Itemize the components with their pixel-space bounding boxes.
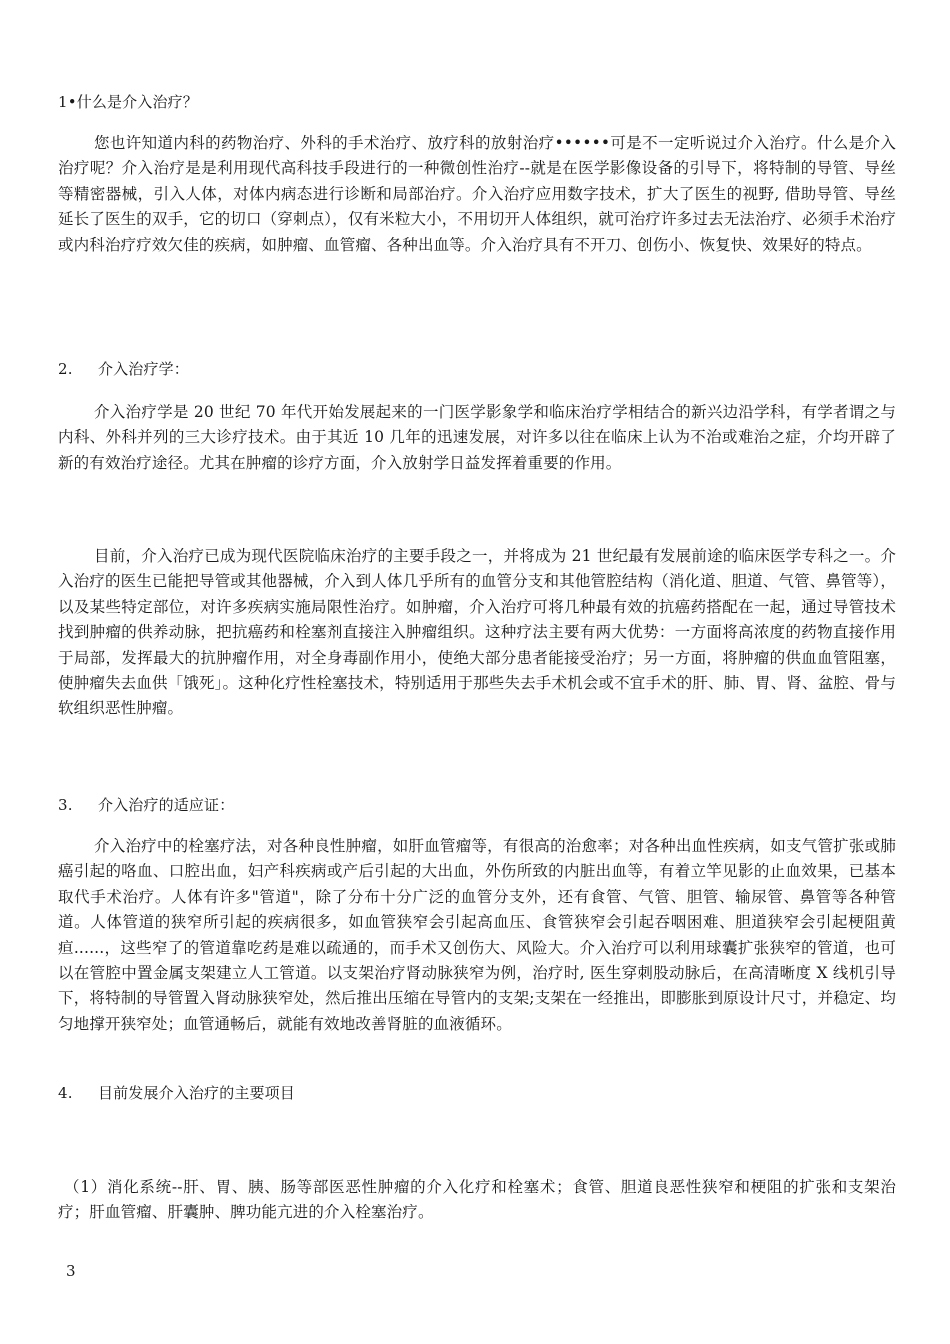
page-number: 3 (66, 1262, 76, 1280)
section-2-heading (58, 357, 896, 382)
section-4-item-1: （1）消化系统--肝、胃、胰、肠等部医恶性肿瘤的介入化疗和栓塞术；食管、胆道良恶性狭窄和梗阻的扩张和支架治疗；肝血管瘤、肝囊肿、脾功能亢进的介入栓塞治疗。 (58, 1178, 896, 1222)
section-1-heading (58, 90, 896, 115)
section-3-paragraph: 介入治疗中的栓塞疗法，对各种良性肿瘤，如肝血管瘤等，有很高的治愈率；对各种出血性疾病，如支气管扩张或肺癌引起的咯血、口腔出血，妇产科疾病或产后引起的大出血，外伤所致的内脏出血等，有着立竿见影的止血效果，已基本取代手术治疗。人体有许多"管道"，除了分布十分广泛的血管分支外，还有食管、气管、胆管、输尿管、鼻管等各种管道。人体管道的狭窄所引起的疾病很多，如血管狭窄会引起高血压、食管狭窄会引起吞咽困难、胆道狭窄会引起梗阻黄疸......，这些窄了的管道靠吃药是难以疏通的，而手术又创伤大、风险大。介入治疗可以利用球囊扩张狭窄的管道，也可以在管腔中置金属支架建立人工管道。以支架治疗肾动脉狭窄为例，治疗时, 医生穿刺股动脉后，在高清晰度 X 线机引导下，将特制的导管置入肾动脉狭窄处，然后推出压缩在导管内的支架;支架在一经推出，即膨胀到原设计尺寸，并稳定、均匀地撑开狭窄处；血管通畅后，就能有效地改善肾脏的血液循环。 (58, 837, 896, 1033)
section-4-number: 4. (58, 1084, 73, 1102)
section-3-number: 3. (58, 796, 73, 814)
section-3-title: 介入治疗的适应证： (98, 796, 235, 814)
section-2-number: 2. (58, 360, 73, 378)
section-3-heading (58, 793, 896, 818)
section-4-title: 目前发展介入治疗的主要项目 (98, 1084, 295, 1102)
section-2-title: 介入治疗学： (98, 360, 189, 378)
section-1-paragraph: 您也许知道内科的药物治疗、外科的手术治疗、放疗科的放射治疗••••••可是不一定听说过介入治疗。什么是介入治疗呢？介入治疗是是利用现代高科技手段进行的一种微创性治疗--就是在医学影像设备的引导下，将特制的导管、导丝等精密器械，引入人体，对体内病态进行诊断和局部治疗。介入治疗应用数字技术，扩大了医生的视野, 借助导管、导丝延长了医生的双手，它的切口（穿刺点），仅有米粒大小，不用切开人体组织，就可治疗许多过去无法治疗、必须手术治疗或内科治疗疗效欠佳的疾病，如肿瘤、血管瘤、各种出血等。介入治疗具有不开刀、创伤小、恢复快、效果好的特点。 (58, 134, 896, 254)
section-2-paragraph-2: 目前，介入治疗已成为现代医院临床治疗的主要手段之一，并将成为 21 世纪最有发展前途的临床医学专科之一。介入治疗的医生已能把导管或其他器械，介入到人体几乎所有的血管分支和其他管腔结构（消化道、胆道、气管、鼻管等），以及某些特定部位，对许多疾病实施局限性治疗。如肿瘤，介入治疗可将几种最有效的抗癌药搭配在一起，通过导管技术找到肿瘤的供养动脉，把抗癌药和栓塞剂直接注入肿瘤组织。这种疗法主要有两大优势：一方面将高浓度的药物直接作用于局部，发挥最大的抗肿瘤作用，对全身毒副作用小，使绝大部分患者能接受治疗；另一方面，将肿瘤的供血血管阻塞，使肿瘤失去血供「饿死」。这种化疗性栓塞技术，特别适用于那些失去手术机会或不宜手术的肝、肺、胃、肾、盆腔、骨与软组织恶性肿瘤。 (58, 547, 896, 718)
section-4-heading (58, 1081, 896, 1106)
section-1-heading-text: 1•什么是介入治疗？ (58, 93, 198, 111)
section-2-paragraph-1: 介入治疗学是 20 世纪 70 年代开始发展起来的一门医学影象学和临床治疗学相结合的新兴边沿学科，有学者谓之与内科、外科并列的三大诊疗技术。由于其近 10 几年的迅速发展，对许多以往在临床上认为不治或难治之症，介均开辟了新的有效治疗途径。尤其在肿瘤的诊疗方面，介入放射学日益发挥着重要的作用。 (58, 403, 896, 472)
